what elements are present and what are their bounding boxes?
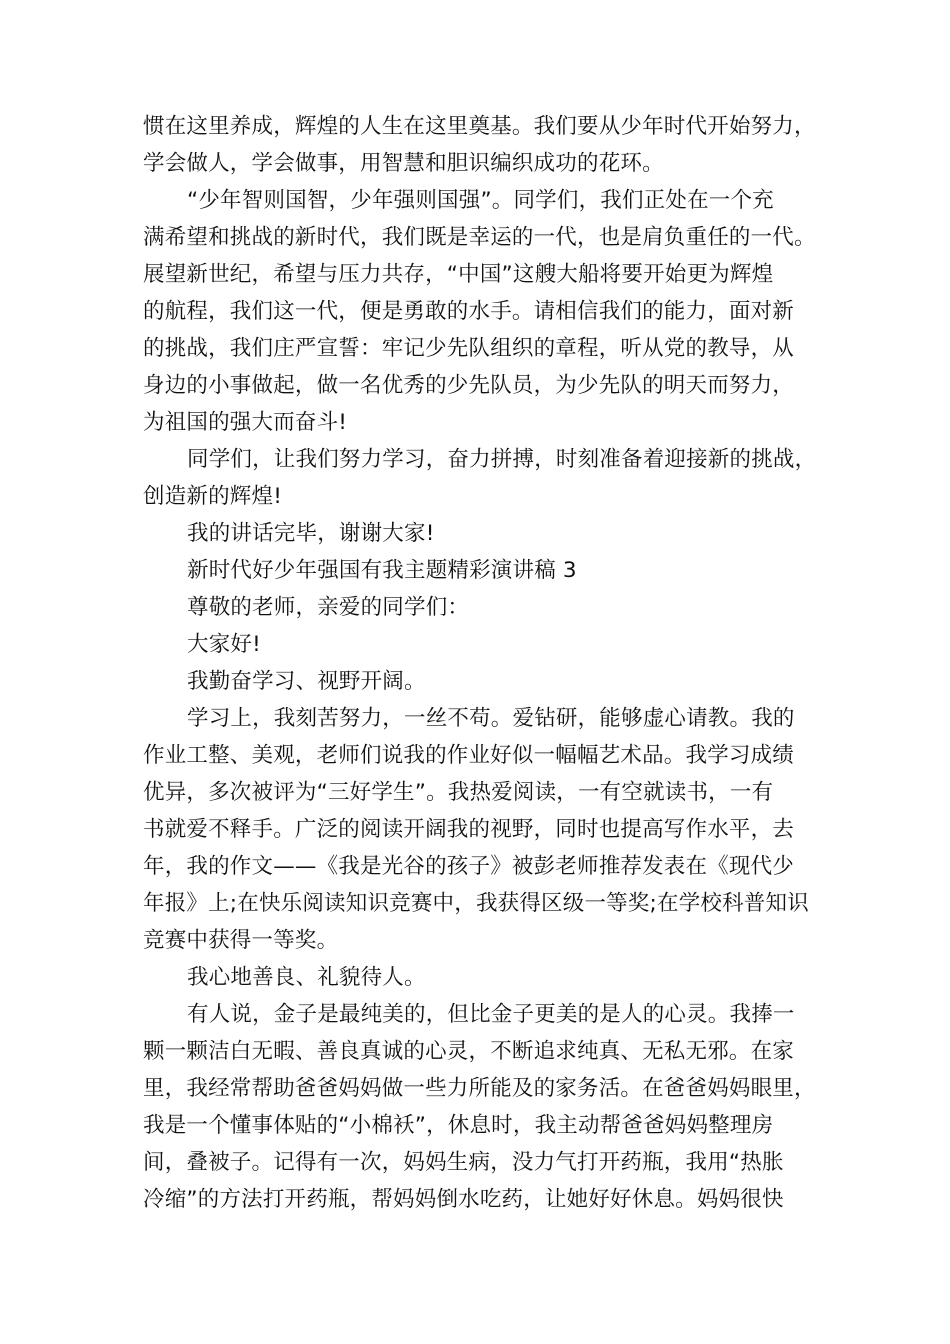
text-line: 我勤奋学习、视野开阔。	[187, 669, 426, 694]
section-heading: 新时代好少年强国有我主题精彩演讲稿 3	[187, 558, 577, 583]
text-line: 满希望和挑战的新时代，我们既是幸运的一代，也是肩负重任的一代。	[143, 225, 816, 250]
text-line: 冷缩”的方法打开药瓶，帮妈妈倒水吃药，让她好好休息。妈妈很快	[143, 1187, 784, 1212]
text-line: 的挑战，我们庄严宣誓：牢记少先队组织的章程，听从党的教导，从	[143, 336, 795, 361]
text-line: 学会做人，学会做事，用智慧和胆识编织成功的花环。	[143, 151, 664, 176]
text-line: 我心地善良、礼貌待人。	[187, 965, 426, 990]
text-line: 学习上，我刻苦努力，一丝不苟。爱钻研，能够虚心请教。我的	[187, 706, 795, 731]
text-line: 颗一颗洁白无暇、善良真诚的心灵，不断追求纯真、无私无邪。在家	[143, 1039, 795, 1064]
text-line: 身边的小事做起，做一名优秀的少先队员，为少先队的明天而努力，	[143, 373, 795, 398]
text-line: 有人说，金子是最纯美的，但比金子更美的是人的心灵。我捧一	[187, 1002, 795, 1027]
text-line: 竞赛中获得一等奖。	[143, 928, 339, 953]
text-line: 我是一个懂事体贴的“小棉袄”，休息时，我主动帮爸爸妈妈整理房	[143, 1113, 774, 1138]
text-line: 作业工整、美观，老师们说我的作业好似一幅幅艺术品。我学习成绩	[143, 743, 795, 768]
text-line: 尊敬的老师，亲爱的同学们：	[187, 595, 470, 620]
text-line: 同学们，让我们努力学习，奋力拼搏，时刻准备着迎接新的挑战，	[187, 447, 817, 472]
text-line: 优异，多次被评为“三好学生”。我热爱阅读，一有空就读书，一有	[143, 780, 774, 805]
text-line: 为祖国的强大而奋斗!	[143, 410, 348, 435]
text-line: 间，叠被子。记得有一次，妈妈生病，没力气打开药瓶，我用“热胀	[143, 1150, 784, 1175]
text-line: 大家好!	[187, 632, 261, 657]
text-line: “少年智则国智，少年强则国强”。同学们，我们正处在一个充	[187, 188, 774, 213]
text-line: 展望新世纪，希望与压力共存，“中国”这艘大船将要开始更为辉煌	[143, 262, 774, 287]
text-line: 创造新的辉煌!	[143, 484, 283, 509]
text-line: 里，我经常帮助爸爸妈妈做一些力所能及的家务活。在爸爸妈妈眼里，	[143, 1076, 816, 1101]
text-line: 的航程，我们这一代，便是勇敢的水手。请相信我们的能力，面对新	[143, 299, 795, 324]
text-line: 我的讲话完毕，谢谢大家!	[187, 521, 435, 546]
text-line: 书就爱不释手。广泛的阅读开阔我的视野，同时也提高写作水平，去	[143, 817, 795, 842]
text-line: 年报》上;在快乐阅读知识竞赛中，我获得区级一等奖;在学校科普知识	[143, 891, 809, 916]
text-line: 惯在这里养成，辉煌的人生在这里奠基。我们要从少年时代开始努力，	[143, 114, 816, 139]
text-line: 年，我的作文——《我是光谷的孩子》被彭老师推荐发表在《现代少	[143, 854, 795, 879]
